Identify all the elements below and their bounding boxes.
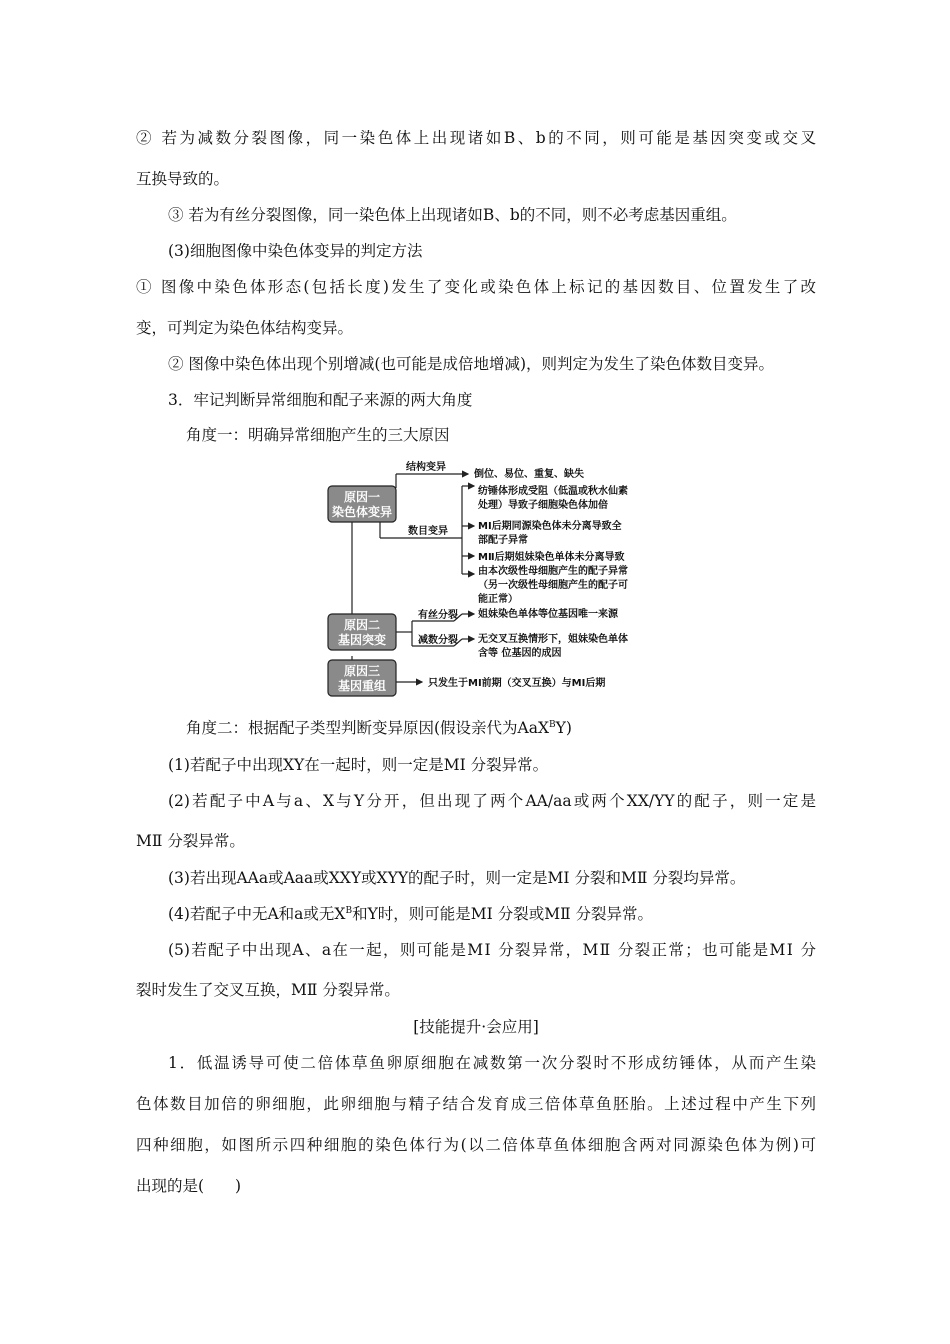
branch-meiosis-label: 减数分裂 [418,635,458,646]
cause1-label: 原因一 [343,490,381,504]
cause2-label: 原因二 [343,618,381,632]
question-line: 1．低温诱导可使二倍体草鱼卵原细胞在减数第一次分裂时不形成纺锤体，从而产生染 [168,1054,816,1072]
section-heading: 3．牢记判断异常细胞和配子来源的两大角度 [168,391,473,409]
branch-structure-label: 结构变异 [406,462,446,473]
paragraph-line: MⅡ 分裂异常。 [136,832,245,850]
cause3-label: 原因三 [343,664,381,678]
meiosis-result: 无交叉互换情形下，姐妹染色单体 [478,634,628,645]
number-result-3: （另一次级性母细胞产生的配子可 [478,580,628,591]
section-heading: (3)细胞图像中染色体变异的判定方法 [168,242,423,260]
mitosis-result: 姐妹染色单体等位基因唯一来源 [478,609,618,620]
paragraph-line: 互换导致的。 [136,170,230,188]
number-result-2: 部配子异常 [478,535,528,546]
subsection-heading: 角度一：明确异常细胞产生的三大原因 [186,426,450,444]
paragraph-line: ② 若为减数分裂图像，同一染色体上出现诸如B、b的不同，则可能是基因突变或交叉 [136,129,816,147]
paragraph-line: ② 图像中染色体出现个别增减(也可能是成倍地增减)，则判定为发生了染色体数目变异。 [168,355,775,373]
paragraph-line: (3)若出现AAa或Aaa或XXY或XYY的配子时，则一定是MⅠ 分裂和MⅡ 分裂均异常。 [168,869,746,887]
paragraph-line: 变，可判定为染色体结构变异。 [136,319,354,337]
branch-mitosis-label: 有丝分裂 [418,610,458,621]
question-line: 出现的是( ) [136,1177,242,1195]
paragraph-line: (4)若配子中无A和a或无$X^B$和Y时，则可能是MⅠ 分裂或MⅡ 分裂异常。 [168,905,654,923]
subsection-heading: 角度二：根据配子类型判断变异原因(假设亲代为AaX$^B$Y) [186,719,572,737]
paragraph-line: (2)若配子中A与a、X与Y分开，但出现了两个AA/aa或两个XX/YY的配子，则一定是 [168,792,816,810]
question-line: 色体数目加倍的卵细胞，此卵细胞与精子结合发育成三倍体草鱼胚胎。上述过程中产生下列 [136,1095,816,1113]
number-result-3: MⅡ后期姐妹染色单体未分离导致 [478,552,625,563]
number-result-1: 纺锤体形成受阻（低温或秋水仙素 [478,486,628,497]
paragraph-line: (5)若配子中出现A、a在一起，则可能是MⅠ 分裂异常，MⅡ 分裂正常；也可能是MⅠ 分 [168,941,816,959]
number-result-3: 能正常） [478,594,518,605]
question-line: 四种细胞，如图所示四种细胞的染色体行为(以二倍体草鱼体细胞含两对同源染色体为例)可 [136,1136,816,1154]
cause3-label: 基因重组 [337,679,387,693]
recombination-result: 只发生于MⅠ前期（交叉互换）与MⅠ后期 [428,678,606,689]
section-banner: [技能提升·会应用] [413,1018,539,1036]
structure-result: 倒位、易位、重复、缺失 [474,469,584,480]
number-result-2: MⅠ后期同源染色体未分离导致全 [478,521,622,532]
cause1-label: 染色体变异 [331,505,393,519]
paragraph-line: ③ 若为有丝分裂图像，同一染色体上出现诸如B、b的不同，则不必考虑基因重组。 [168,206,737,224]
paragraph-line: 裂时发生了交叉互换，MⅡ 分裂异常。 [136,981,400,999]
number-result-3: 由本次级性母细胞产生的配子异常 [478,566,628,577]
number-result-1: 处理）导致子细胞染色体加倍 [478,500,608,511]
cause2-label: 基因突变 [337,633,387,647]
causes-diagram [324,456,664,706]
paragraph-line: ① 图像中染色体形态(包括长度)发生了变化或染色体上标记的基因数目、位置发生了改 [136,278,816,296]
paragraph-line: (1)若配子中出现XY在一起时，则一定是MⅠ 分裂异常。 [168,756,549,774]
meiosis-result: 含等 位基因的成因 [478,648,562,659]
branch-number-label: 数目变异 [408,526,448,537]
